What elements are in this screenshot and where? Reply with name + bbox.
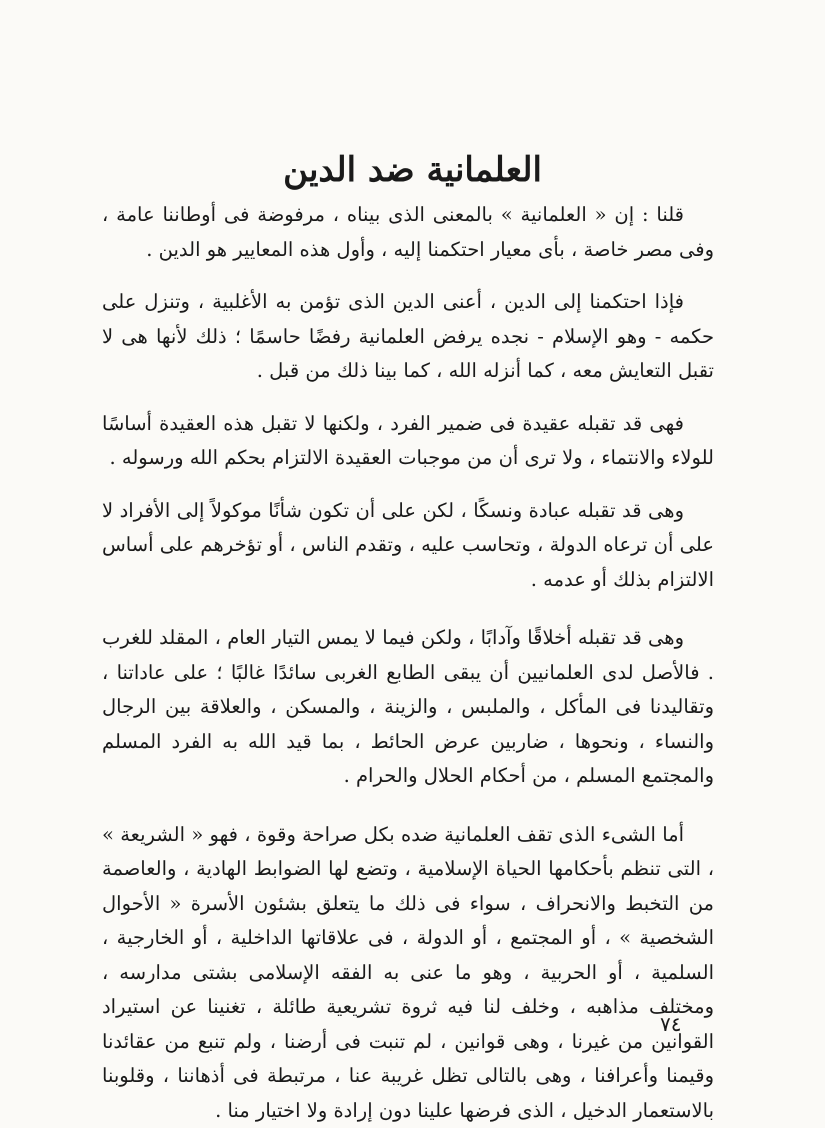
page-number: ٧٤	[660, 1012, 681, 1036]
chapter-title: العلمانية ضد الدين	[0, 150, 825, 190]
paragraph-6: أما الشىء الذى تقف العلمانية ضده بكل صراحة وقوة ، فهو « الشريعة » ، التى تنظم بأحكامها الحياة الإسلامية ، وتضع لها الضوابط الهادية ، والعاصمة من التخبط والانحراف ، سواء فى ذلك ما يتعلق بشئون الأسرة « الأحوال الشخصية » ، أو المجتمع ، أو الدولة ، فى علاقاتها الداخلية ، أو الخارجية ، السلمية ، أو الحربية ، وهو ما عنى به الفقه الإسلامى بشتى مدارسه ، ومختلف مذاهبه ، وخلف لنا فيه ثروة تشريعية طائلة ، تغنينا عن استيراد القوانين من غيرنا ، وهى قوانين ، لم تنبت فى أرضنا ، ولم تنبع من عقائدنا وقيمنا وأعرافنا ، وهى بالتالى تظل غريبة عنا ، مرتبطة فى أذهاننا ، وقلوبنا بالاستعمار الدخيل ، الذى فرضها علينا دون إرادة ولا اختيار منا .	[102, 818, 714, 1128]
body-text	[102, 198, 714, 1128]
paragraph-5: وهى قد تقبله أخلاقًا وآدابًا ، ولكن فيما لا يمس التيار العام ، المقلد للغرب . فالأصل لدى العلمانيين أن يبقى الطابع الغربى سائدًا غالبًا ؛ على عاداتنا ، وتقاليدنا فى المأكل ، والملبس ، والزينة ، والمسكن ، والعلاقة بين الرجال والنساء ، ونحوها ، ضاربين عرض الحائط ، بما قيد الله به الفرد المسلم والمجتمع المسلم ، من أحكام الحلال والحرام .	[102, 621, 714, 794]
paragraph-1: قلنا : إن « العلمانية » بالمعنى الذى بيناه ، مرفوضة فى أوطاننا عامة ، وفى مصر خاصة ، بأى معيار احتكمنا إليه ، وأول هذه المعايير هو الدين .	[102, 198, 714, 267]
paragraph-2: فإذا احتكمنا إلى الدين ، أعنى الدين الذى تؤمن به الأغلبية ، وتنزل على حكمه - وهو الإسلام - نجده يرفض العلمانية رفضًا حاسمًا ؛ ذلك لأنها هى لا تقبل التعايش معه ، كما أنزله الله ، كما بينا ذلك من قبل .	[102, 285, 714, 389]
paragraph-3: فهى قد تقبله عقيدة فى ضمير الفرد ، ولكنها لا تقبل هذه العقيدة أساسًا للولاء والانتماء ، ولا ترى أن من موجبات العقيدة الالتزام بحكم الله ورسوله .	[102, 407, 714, 476]
paragraph-4: وهى قد تقبله عبادة ونسكًا ، لكن على أن تكون شأنًا موكولاً إلى الأفراد لا على أن ترعاه الدولة ، وتحاسب عليه ، وتقدم الناس ، أو تؤخرهم على أساس الالتزام بذلك أو عدمه .	[102, 494, 714, 598]
